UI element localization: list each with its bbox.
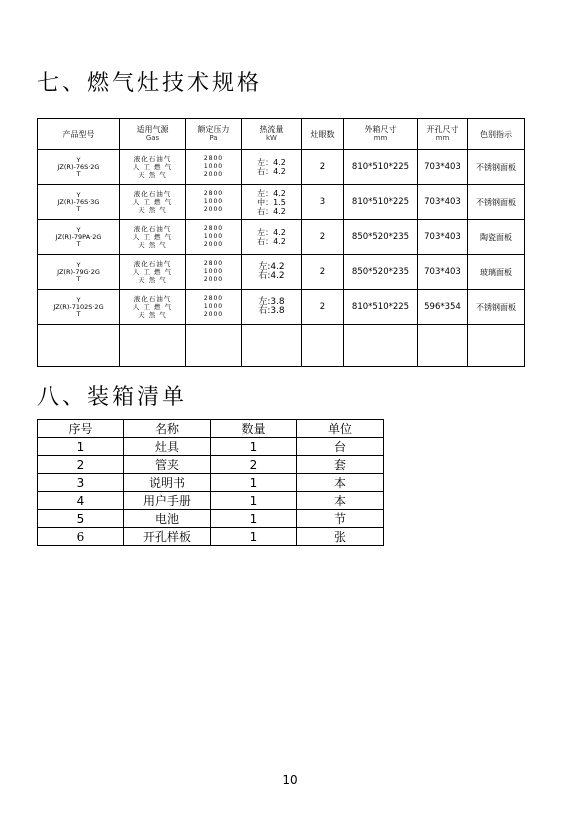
packing-header-row <box>38 420 384 438</box>
item-qty: 1 <box>211 438 297 456</box>
header-gas: 适用气源 Gas <box>120 119 186 150</box>
spec-table <box>37 118 525 367</box>
color-cell: 不锈钢面板 <box>468 290 525 325</box>
heat-cell: 左:4.2 右:4.2 <box>242 255 302 290</box>
item-unit: 节 <box>297 510 384 528</box>
item-qty: 1 <box>211 492 297 510</box>
cutout-cell: 703*403 <box>418 185 468 220</box>
model-cell: Y JZ(R)-7102S·2G T <box>38 290 120 325</box>
header-cutout: 开孔尺寸 mm <box>418 119 468 150</box>
box-size-cell: 810*510*225 <box>344 290 418 325</box>
spec-empty-row <box>38 325 525 367</box>
box-size-cell: 810*510*225 <box>344 185 418 220</box>
burners-cell: 2 <box>302 290 344 325</box>
packing-row <box>38 510 384 528</box>
spec-header-row <box>38 119 525 150</box>
packing-row <box>38 438 384 456</box>
item-qty: 1 <box>211 528 297 546</box>
item-name: 灶具 <box>124 438 211 456</box>
cutout-cell: 703*403 <box>418 220 468 255</box>
color-cell: 玻璃面板 <box>468 255 525 290</box>
item-no: 5 <box>38 510 124 528</box>
item-no: 4 <box>38 492 124 510</box>
model-cell: Y JZ(R)-79PA·2G T <box>38 220 120 255</box>
heat-cell: 左：4.2 中：1.5 右：4.2 <box>242 185 302 220</box>
item-no: 2 <box>38 456 124 474</box>
item-unit: 本 <box>297 474 384 492</box>
item-name: 说明书 <box>124 474 211 492</box>
color-cell: 陶瓷面板 <box>468 220 525 255</box>
section8-title: 八、装箱清单 <box>37 385 188 410</box>
item-unit: 本 <box>297 492 384 510</box>
spec-row <box>38 185 525 220</box>
cutout-cell: 596*354 <box>418 290 468 325</box>
item-name: 用户手册 <box>124 492 211 510</box>
header-box: 外箱尺寸 mm <box>344 119 418 150</box>
gas-cell: 液化石油气 人 工 燃 气 天 然 气 <box>120 220 186 255</box>
item-unit: 张 <box>297 528 384 546</box>
model-cell: Y JZ(R)-76S·3G T <box>38 185 120 220</box>
packing-row <box>38 474 384 492</box>
pressure-cell: 2800 1000 2000 <box>186 290 242 325</box>
burners-cell: 2 <box>302 220 344 255</box>
gas-cell: 液化石油气 人 工 燃 气 天 然 气 <box>120 290 186 325</box>
burners-cell: 3 <box>302 185 344 220</box>
packing-row <box>38 528 384 546</box>
page-number: 10 <box>282 773 298 787</box>
empty-cell <box>302 325 344 367</box>
header-burners: 灶眼数 <box>302 119 344 150</box>
cutout-cell: 703*403 <box>418 150 468 185</box>
item-unit: 台 <box>297 438 384 456</box>
item-unit: 套 <box>297 456 384 474</box>
gas-cell: 液化石油气 人 工 燃 气 天 然 气 <box>120 255 186 290</box>
item-name: 电池 <box>124 510 211 528</box>
heat-cell: 左：4.2 右：4.2 <box>242 150 302 185</box>
box-size-cell: 850*520*235 <box>344 255 418 290</box>
empty-cell <box>186 325 242 367</box>
header-color: 色别指示 <box>468 119 525 150</box>
pressure-cell: 2800 1000 2000 <box>186 150 242 185</box>
header-no: 序号 <box>38 420 124 438</box>
spec-row <box>38 220 525 255</box>
empty-cell <box>242 325 302 367</box>
gas-cell: 液化石油气 人 工 燃 气 天 然 气 <box>120 150 186 185</box>
heat-cell: 左:3.8 右:3.8 <box>242 290 302 325</box>
model-cell: Y JZ(R)-79G·2G T <box>38 255 120 290</box>
packing-list-table <box>37 419 384 546</box>
section7-title: 七、燃气灶技术规格 <box>37 71 263 96</box>
empty-cell <box>344 325 418 367</box>
empty-cell <box>418 325 468 367</box>
header-model: 产品型号 <box>38 119 120 150</box>
item-no: 6 <box>38 528 124 546</box>
color-cell: 不锈钢面板 <box>468 150 525 185</box>
header-name: 名称 <box>124 420 211 438</box>
box-size-cell: 850*520*235 <box>344 220 418 255</box>
model-cell: Y JZ(R)-76S·2G T <box>38 150 120 185</box>
item-no: 3 <box>38 474 124 492</box>
heat-cell: 左：4.2 右：4.2 <box>242 220 302 255</box>
gas-cell: 液化石油气 人 工 燃 气 天 然 气 <box>120 185 186 220</box>
spec-row <box>38 255 525 290</box>
pressure-cell: 2800 1000 2000 <box>186 185 242 220</box>
item-no: 1 <box>38 438 124 456</box>
empty-cell <box>38 325 120 367</box>
item-qty: 1 <box>211 474 297 492</box>
burners-cell: 2 <box>302 150 344 185</box>
pressure-cell: 2800 1000 2000 <box>186 220 242 255</box>
item-qty: 1 <box>211 510 297 528</box>
color-cell: 不锈钢面板 <box>468 185 525 220</box>
item-qty: 2 <box>211 456 297 474</box>
header-pressure: 额定压力 Pa <box>186 119 242 150</box>
header-heat: 热流量 kW <box>242 119 302 150</box>
packing-row <box>38 456 384 474</box>
header-qty: 数量 <box>211 420 297 438</box>
item-name: 管夹 <box>124 456 211 474</box>
header-unit: 单位 <box>297 420 384 438</box>
spec-row <box>38 150 525 185</box>
cutout-cell: 703*403 <box>418 255 468 290</box>
pressure-cell: 2800 1000 2000 <box>186 255 242 290</box>
box-size-cell: 810*510*225 <box>344 150 418 185</box>
empty-cell <box>120 325 186 367</box>
item-name: 开孔样板 <box>124 528 211 546</box>
spec-row <box>38 290 525 325</box>
packing-row <box>38 492 384 510</box>
empty-cell <box>468 325 525 367</box>
burners-cell: 2 <box>302 255 344 290</box>
